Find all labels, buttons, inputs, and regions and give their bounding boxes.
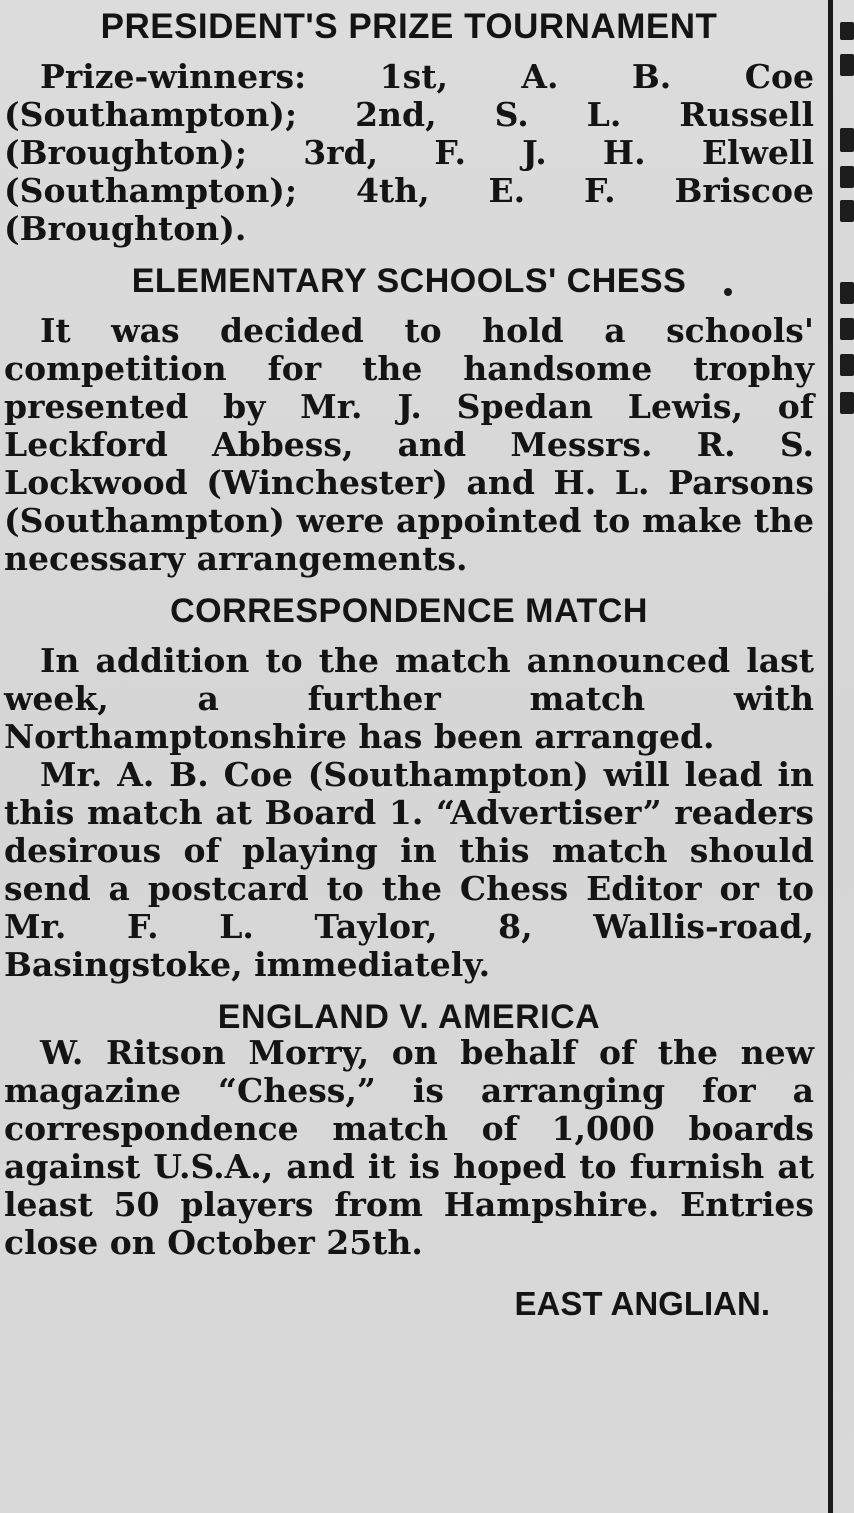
section-heading: CORRESPONDENCE MATCH: [170, 592, 648, 630]
text-fragment: [840, 22, 854, 40]
section-elementary-schools: [4, 264, 814, 578]
section-england-america: [4, 1000, 814, 1262]
text-fragment: [840, 392, 854, 414]
text-fragment: [840, 54, 854, 76]
section-presidents-prize: [4, 7, 814, 248]
text-fragment: [840, 318, 854, 340]
section-paragraph: W. Ritson Morry, on behalf of the new magazine “Chess,” is arranging for a correspondence match of 1,000 boards against U.S.A., and it is hoped to furnish at least 50 players from Hampshire. Entries close on October 25th.: [4, 1033, 814, 1262]
section-paragraph: In addition to the match announced last week, a further match with Northamptonshire has been arranged.: [4, 641, 814, 756]
text-fragment: [840, 354, 854, 376]
column-rule: [828, 0, 833, 1513]
section-heading: PRESIDENT'S PRIZE TOURNAMENT: [100, 7, 718, 46]
author-signature: EAST ANGLIAN.: [514, 1285, 770, 1322]
section-heading: ENGLAND V. AMERICA: [217, 998, 601, 1036]
text-fragment: [840, 282, 854, 304]
text-fragment: [840, 128, 854, 152]
adjacent-column-fragment: [840, 0, 854, 1513]
chess-column: [4, 7, 814, 1324]
section-paragraph: It was decided to hold a schools' competition for the handsome trophy presented by Mr. J. Spedan Lewis, of Leckford Abbess, and Messrs. R. S. Lockwood (Winchester) and H. L. Parsons (Southampton) were appointed to make the necessary arrangements.: [4, 311, 814, 578]
section-paragraph: Mr. A. B. Coe (Southampton) will lead in this match at Board 1. “Advertiser” readers desirous of playing in this match should send a postcard to the Chess Editor or to Mr. F. L. Taylor, 8, Wallis-road, Basingstoke, immediately.: [4, 755, 814, 984]
print-speck: [724, 288, 732, 296]
section-heading: ELEMENTARY SCHOOLS' CHESS: [131, 262, 687, 300]
text-fragment: [840, 200, 854, 222]
section-correspondence-match: [4, 594, 814, 984]
section-paragraph: Prize-winners: 1st, A. B. Coe (Southampton); 2nd, S. L. Russell (Broughton); 3rd, F. J. H. Elwell (Southampton); 4th, E. F. Briscoe (Broughton).: [4, 57, 814, 248]
text-fragment: [840, 166, 854, 188]
